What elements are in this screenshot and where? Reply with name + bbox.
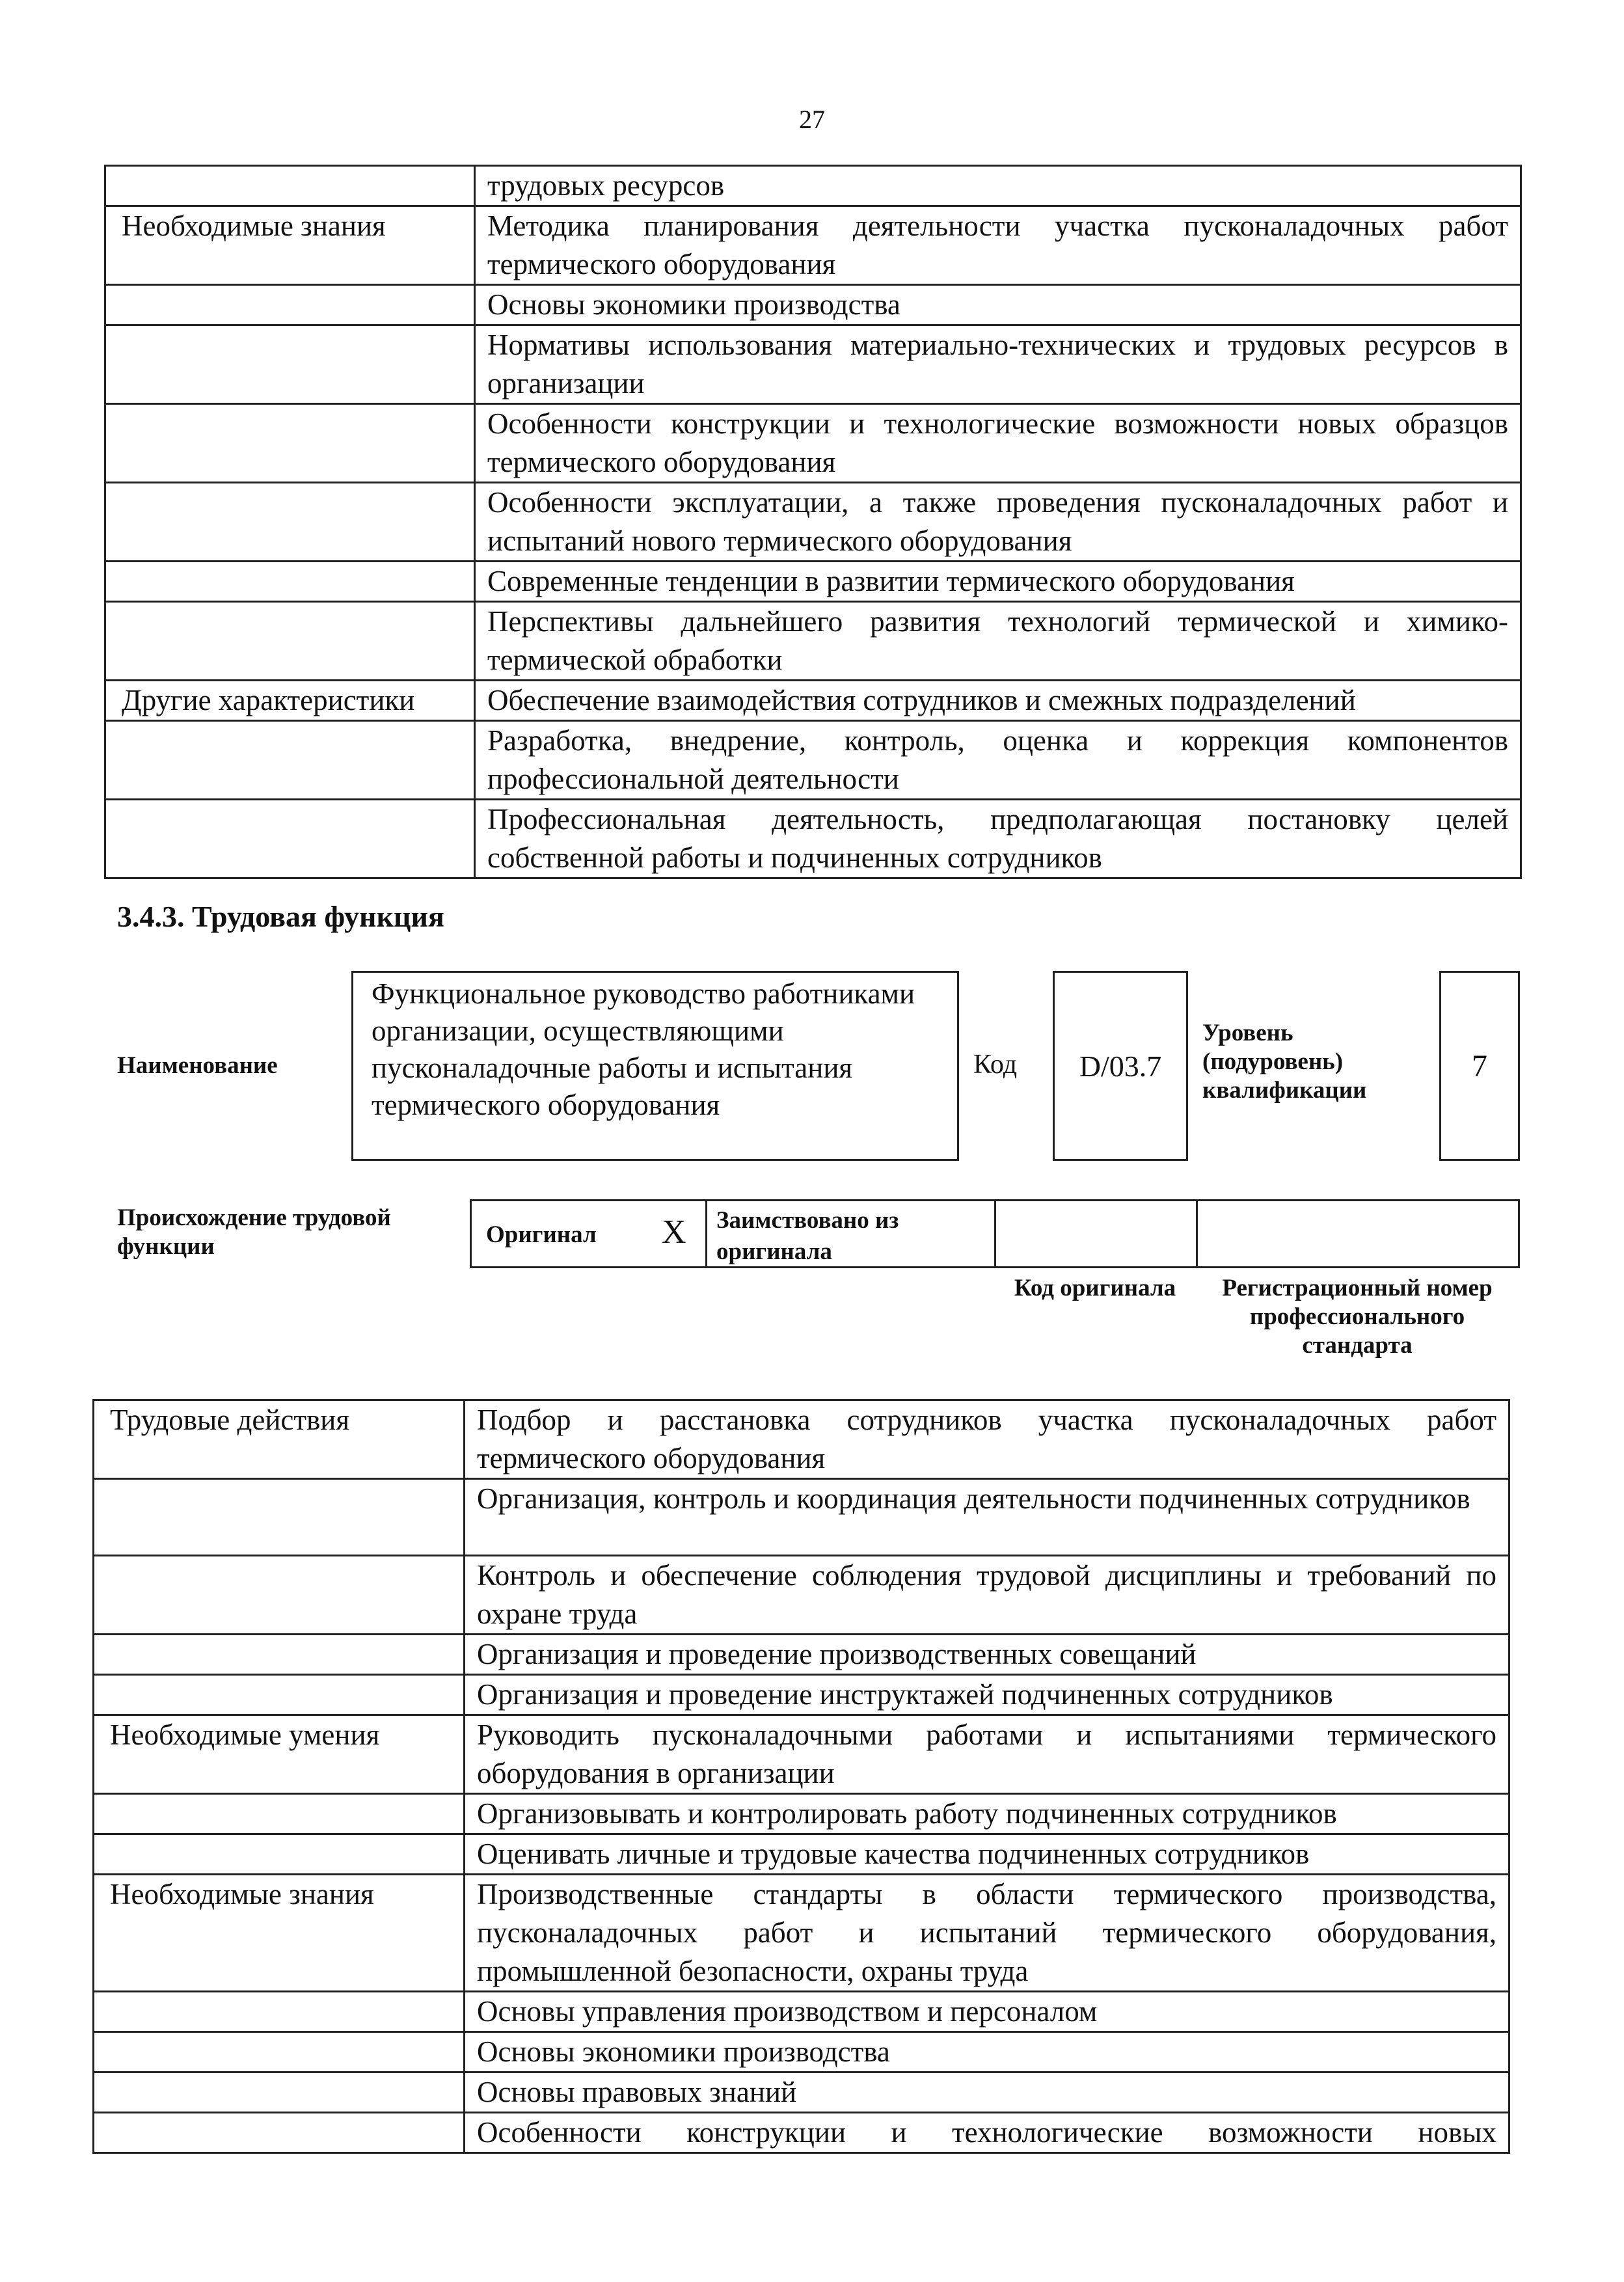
level-box xyxy=(1439,971,1520,1161)
table-row xyxy=(105,325,1521,404)
row-text: Организация, контроль и координация деятельности подчиненных сотрудников xyxy=(465,1479,1509,1556)
table-row xyxy=(105,285,1521,325)
origin-label: Происхождение трудовой функции xyxy=(117,1204,391,1260)
table-row xyxy=(94,1794,1509,1834)
row-text: Нормативы использования материально-технических и трудовых ресурсов в организации xyxy=(475,325,1521,404)
row-text: трудовых ресурсов xyxy=(475,166,1521,206)
row-text: Контроль и обеспечение соблюдения трудовой дисциплины и требований по охране труда xyxy=(465,1556,1509,1635)
row-text: Основы экономики производства xyxy=(475,285,1521,325)
table-row xyxy=(105,602,1521,681)
row-text: Основы управления производством и персоналом xyxy=(465,1992,1509,2032)
table-row xyxy=(105,404,1521,483)
row-label xyxy=(94,1992,465,2032)
original-label: Оригинал xyxy=(486,1221,597,1248)
section-heading: 3.4.3. Трудовая функция xyxy=(117,900,444,933)
code-value: D/03.7 xyxy=(1079,1049,1162,1083)
row-label xyxy=(94,1675,465,1715)
row-text: Особенности конструкции и технологические возможности новых образцов термического оборудования xyxy=(475,404,1521,483)
row-text: Обеспечение взаимодействия сотрудников и смежных подразделений xyxy=(475,681,1521,721)
table-row xyxy=(105,800,1521,878)
code-original-cell xyxy=(996,1201,1198,1266)
row-text: Основы экономики производства xyxy=(465,2032,1509,2072)
table-row xyxy=(94,1556,1509,1635)
row-label: Необходимые знания xyxy=(94,1875,465,1992)
row-text: Перспективы дальнейшего развития технологий термической и химико-термической обработки xyxy=(475,602,1521,681)
row-label xyxy=(94,2032,465,2072)
borrowed-cell xyxy=(707,1201,996,1266)
row-text: Профессиональная деятельность, предполагающая постановку целей собственной работы и подчиненных сотрудников xyxy=(475,800,1521,878)
row-text: Производственные стандарты в области термического производства, пусконаладочных работ и испытаний термического оборудования, промышленной безопасности, охраны труда xyxy=(465,1875,1509,1992)
row-label: Необходимые знания xyxy=(105,206,475,285)
function-name: Функциональное руководство работниками организации, осуществляющими пусконаладочные работы и испытания термического оборудования xyxy=(372,977,915,1121)
table-row xyxy=(94,1715,1509,1794)
table-row xyxy=(94,2113,1509,2153)
code-original-caption: Код оригинала xyxy=(1014,1275,1176,1301)
table-row xyxy=(105,721,1521,800)
row-text: Подбор и расстановка сотрудников участка пусконаладочных работ термического оборудования xyxy=(465,1400,1509,1479)
row-label xyxy=(94,1834,465,1875)
level-label: Уровень (подуровень) квалификации xyxy=(1202,1020,1367,1104)
labor-function-table xyxy=(92,1399,1510,2154)
row-text: Руководить пусконаладочными работами и испытаниями термического оборудования в организации xyxy=(465,1715,1509,1794)
table-row xyxy=(105,166,1521,206)
row-text: Организовывать и контролировать работу подчиненных сотрудников xyxy=(465,1794,1509,1834)
row-label xyxy=(105,285,475,325)
row-label xyxy=(94,1479,465,1556)
row-text: Современные тенденции в развитии термического оборудования xyxy=(475,562,1521,602)
origin-row xyxy=(470,1199,1520,1268)
row-label xyxy=(94,1556,465,1635)
table-row xyxy=(94,1875,1509,1992)
row-label xyxy=(94,1635,465,1675)
row-label xyxy=(94,1794,465,1834)
row-label xyxy=(105,800,475,878)
table-row xyxy=(105,483,1521,562)
reg-number-cell xyxy=(1198,1201,1518,1266)
table-row xyxy=(105,681,1521,721)
level-value: 7 xyxy=(1472,1048,1487,1083)
row-text: Организация и проведение инструктажей подчиненных сотрудников xyxy=(465,1675,1509,1715)
row-text: Методика планирования деятельности участка пусконаладочных работ термического оборудования xyxy=(475,206,1521,285)
row-label xyxy=(105,602,475,681)
code-box xyxy=(1053,971,1188,1161)
table-row xyxy=(105,206,1521,285)
row-text: Оценивать личные и трудовые качества подчиненных сотрудников xyxy=(465,1834,1509,1875)
row-text: Основы правовых знаний xyxy=(465,2072,1509,2113)
row-label xyxy=(105,562,475,602)
table-row xyxy=(94,1635,1509,1675)
row-label: Необходимые умения xyxy=(94,1715,465,1794)
table-row xyxy=(94,2072,1509,2113)
original-mark: X xyxy=(662,1214,686,1251)
row-label xyxy=(105,325,475,404)
row-text: Разработка, внедрение, контроль, оценка и коррекция компонентов профессиональной деятельности xyxy=(475,721,1521,800)
row-label: Трудовые действия xyxy=(94,1400,465,1479)
function-name-box xyxy=(351,971,959,1161)
table-row xyxy=(94,1675,1509,1715)
row-label: Другие характеристики xyxy=(105,681,475,721)
row-text: Особенности конструкции и технологические возможности новых xyxy=(465,2113,1509,2153)
page-number: 27 xyxy=(799,105,825,134)
table-row xyxy=(94,2032,1509,2072)
name-label: Наименование xyxy=(117,1052,278,1079)
row-label xyxy=(94,2072,465,2113)
knowledge-table-continued xyxy=(104,165,1522,879)
row-label xyxy=(105,404,475,483)
row-label xyxy=(94,2113,465,2153)
reg-number-caption: Регистрационный номер профессионального стандарта xyxy=(1222,1275,1493,1359)
table-row xyxy=(94,1479,1509,1556)
row-text: Особенности эксплуатации, а также проведения пусконаладочных работ и испытаний нового термического оборудования xyxy=(475,483,1521,562)
row-label xyxy=(105,483,475,562)
table-row xyxy=(105,562,1521,602)
row-label xyxy=(105,721,475,800)
table-row xyxy=(94,1834,1509,1875)
original-cell xyxy=(472,1201,707,1266)
row-text: Организация и проведение производственных совещаний xyxy=(465,1635,1509,1675)
borrowed-label: Заимствовано из оригинала xyxy=(716,1207,899,1265)
table-row xyxy=(94,1992,1509,2032)
code-label: Код xyxy=(973,1050,1018,1080)
table-row xyxy=(94,1400,1509,1479)
row-label xyxy=(105,166,475,206)
